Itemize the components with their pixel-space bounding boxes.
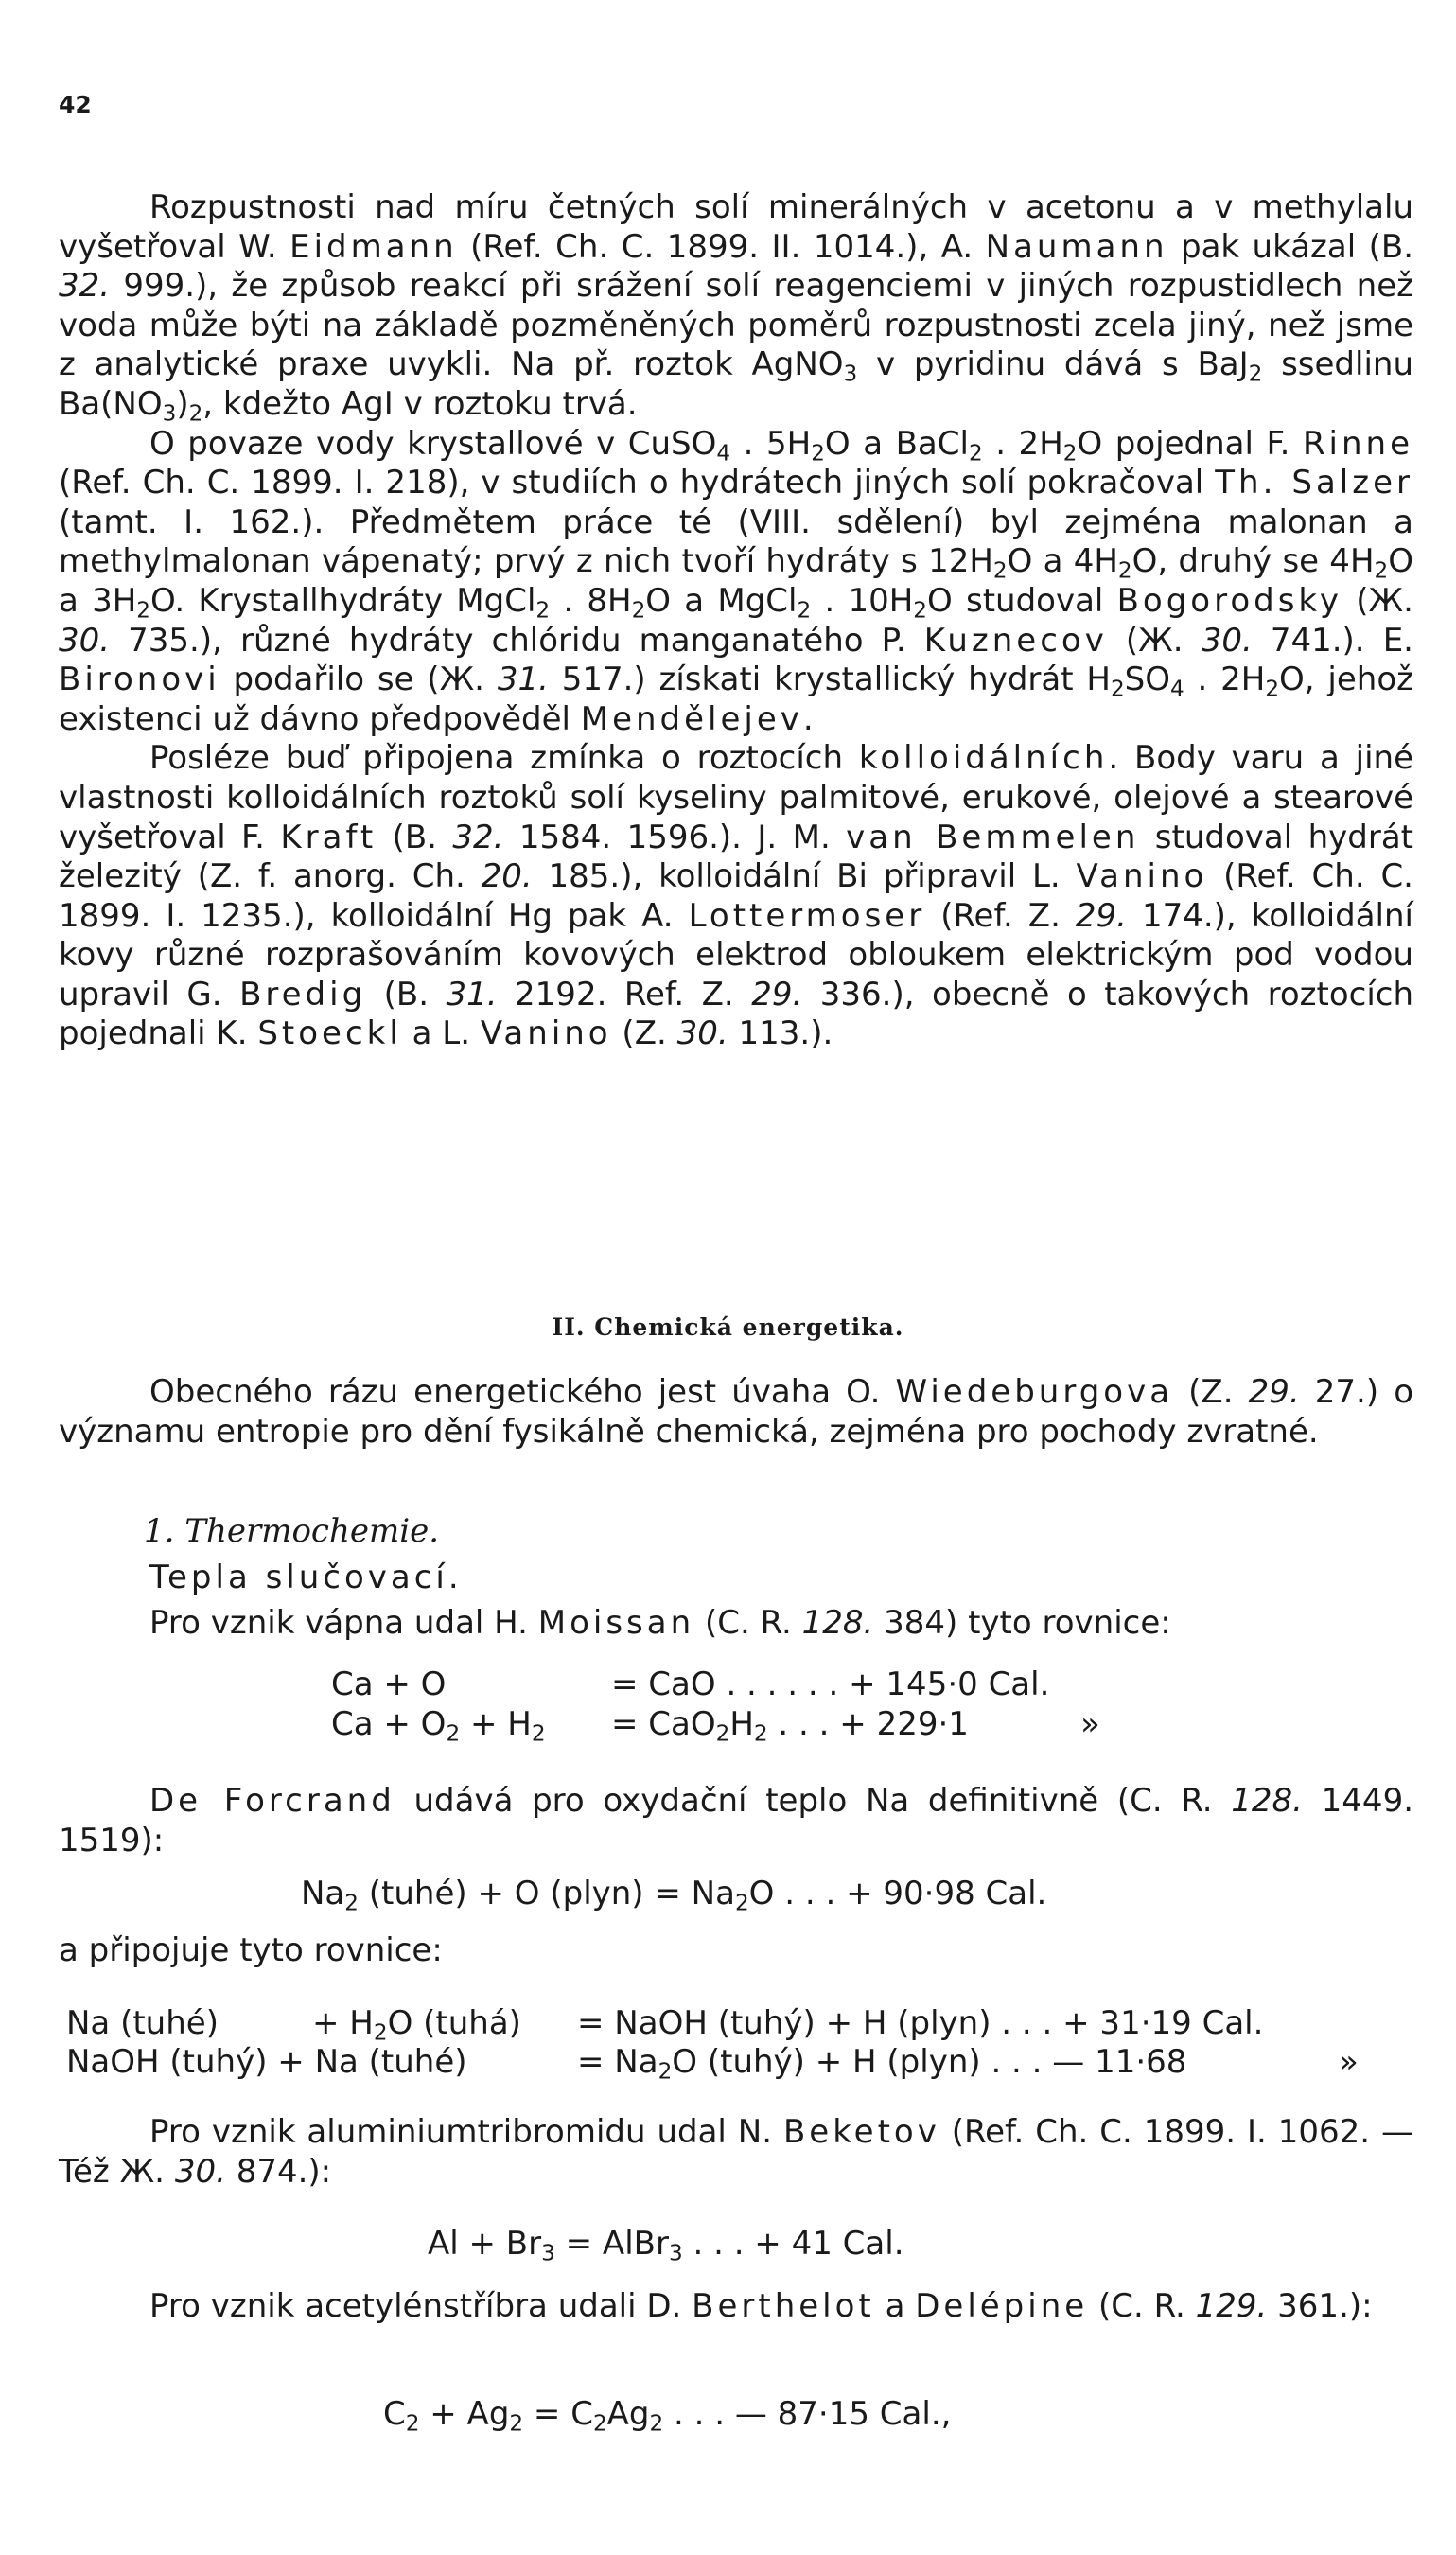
author-name: Beketov — [782, 2113, 940, 2151]
equation: = $CaO_2H_2$ . . . + 229·1 — [611, 1705, 969, 1747]
author-name: Eidmann — [289, 227, 458, 266]
paragraph-beketov: Pro vznik aluminiumtribromidu udal N. Beketov (Ref. Ch. C. 1899. I. 1062. — Též Ж. 30. 874.): — [59, 2113, 1413, 2191]
author-name: Th. Salzer — [1215, 464, 1413, 502]
author-name: Rinne — [1302, 424, 1414, 463]
equation: $Al + Br_3$ = AlBr$_3$ . . . + 41 Cal. — [428, 2225, 904, 2266]
intro-text — [59, 188, 1413, 1054]
equation: = $Na_2O$ (tuhý) + H (plyn) . . . — 11·68 — [577, 2043, 1187, 2085]
section-heading: II. Chemická energetika. — [552, 1313, 904, 1341]
author-name: Lottermoser — [688, 896, 926, 935]
author-name: Kraft — [280, 818, 377, 856]
author-name: Bredig — [239, 975, 367, 1013]
author-name: van Bemmelen — [846, 818, 1140, 856]
equation: Ca + O — [331, 1665, 447, 1703]
paragraph-berthelot: Pro vznik acetylénstříbra udali D. Berthelot a Delépine (C. R. 129. 361.): — [149, 2287, 1373, 2325]
term-emphasis: kolloidálních — [858, 739, 1109, 778]
ditto-mark: » — [1080, 1705, 1100, 1743]
author-name: De Forcrand — [149, 1782, 395, 1820]
author-name: Delépine — [915, 2287, 1089, 2325]
equation: Na (tuhé) — [66, 2004, 219, 2042]
author-name: Naumann — [985, 227, 1168, 266]
heat-of-formation-heading: Tepla slučovací. — [149, 1559, 463, 1596]
equation: $Ca + O_2 + H_2$ — [331, 1705, 546, 1747]
subsection-heading: 1. Thermochemie. — [144, 1512, 440, 1550]
author-name: Bironovi — [59, 661, 220, 699]
equation: = CaO . . . . . . + 145·0 Cal. — [611, 1665, 1050, 1703]
paragraph-moissan: Pro vznik vápna udal H. Moissan (C. R. 128. 384) tyto rovnice: — [149, 1604, 1171, 1642]
equation: + $H_2O$ (tuhá) — [312, 2004, 521, 2046]
author-name: Vanino — [480, 1014, 612, 1053]
equation: NaOH (tuhý) + Na (tuhé) — [66, 2043, 467, 2081]
author-name: Moissan — [537, 1604, 695, 1642]
author-name: Vanino — [1076, 857, 1208, 896]
paragraph-equations-intro: a připojuje tyto rovnice: — [59, 1931, 443, 1969]
author-name: Mendělejev — [580, 699, 803, 738]
author-name: Kuznecov — [923, 621, 1108, 660]
author-name: Bogorodsky — [1116, 581, 1343, 620]
equation: $Na_2$ (tuhé) + O (plyn) = $Na_2O$ . . . + 90·98 Cal. — [301, 1875, 1047, 1916]
paragraph-crystal-water: O povaze vody krystallové v CuSO$_4$ . $5H_2O$ a BaCl$_2$ . $2H_2O$ pojednal F. Rinne (Ref. Ch. C. 1899. I. 218), v studiích o hydrátech jiných solí pokračoval Th. Salzer (tamt. I. 162.). Předmětem práce té (VIII. sdělení) byl zejména malonan a methylmalonan vápenatý; prvý z nich tvoří hydráty s $12H_2O$ a $4H_2O$, druhý se $4H_2O$ a $3H_2O$. Krystallhydráty MgCl$_2$ . $8H_2O$ a MgCl$_2$ . $10H_2O$ studoval Bogorodsky (Ж. 30. 735.), různé hydráty chlóridu manganatého P. Kuznecov (Ж. 30. 741.). E. Bironovi podařilo se (Ж. 31. 517.) získati krystallický hydrát $H_2SO_4$ . $2H_2O$, jehož existenci už dávno předpověděl Mendělejev. — [59, 424, 1414, 738]
equation: $C_2 + Ag_2 = C_2Ag_2$ . . . — 87·15 Cal., — [383, 2395, 952, 2437]
equation: = NaOH (tuhý) + H (plyn) . . . + 31·19 Cal. — [577, 2004, 1264, 2042]
paragraph-colloids: Posléze buď připojena zmínka o roztocích kolloidálních. Body varu a jiné vlastnosti kolloidálních roztoků solí kyseliny palmitové, erukové, olejové a stearové vyšetřoval F. Kraft (B. 32. 1584. 1596.). J. M. van Bemmelen studoval hydrát železitý (Z. f. anorg. Ch. 20. 185.), kolloidální Bi připravil L. Vanino (Ref. Ch. C. 1899. I. 1235.), kolloidální Hg pak A. Lottermoser (Ref. Z. 29. 174.), kolloidální kovy různé rozprašováním kovových elektrod obloukem elektrickým pod vodou upravil G. Bredig (B. 31. 2192. Ref. Z. 29. 336.), obecně o takových roztocích pojednali K. Stoeckl a L. Vanino (Z. 30. 113.). — [59, 739, 1414, 1053]
paragraph-solubility: Rozpustnosti nad míru četných solí minerálných v acetonu a v methylalu vyšetřoval W. Eidmann (Ref. Ch. C. 1899. II. 1014.), A. Naumann pak ukázal (B. 32. 999.), že způsob reakcí při srážení solí reagenciemi v jiných rozpustidlech než voda může býti na základě pozměněných poměrů rozpustnosti zcela jiný, než jsme z analytické praxe uvykli. Na př. roztok AgNO$_3$ v pyridinu dává s BaJ$_2$ ssedlinu $Ba(NO_3)_2$, kdežto AgI v roztoku trvá. — [59, 188, 1414, 427]
ditto-mark: » — [1339, 2043, 1359, 2081]
paragraph-forcrand: De Forcrand udává pro oxydační teplo Na definitivně (C. R. 128. 1449. 1519): — [59, 1782, 1414, 1859]
author-name: Berthelot — [692, 2287, 875, 2325]
page-number: 42 — [59, 91, 92, 118]
author-name: Wiedeburgova — [895, 1373, 1174, 1411]
paragraph-entropy: Obecného rázu energetického jest úvaha O. Wiedeburgova (Z. 29. 27.) o významu entropie pro dění fysikálně chemická, zejména pro pochody zvratné. — [59, 1373, 1413, 1451]
author-name: Stoeckl — [257, 1014, 402, 1053]
